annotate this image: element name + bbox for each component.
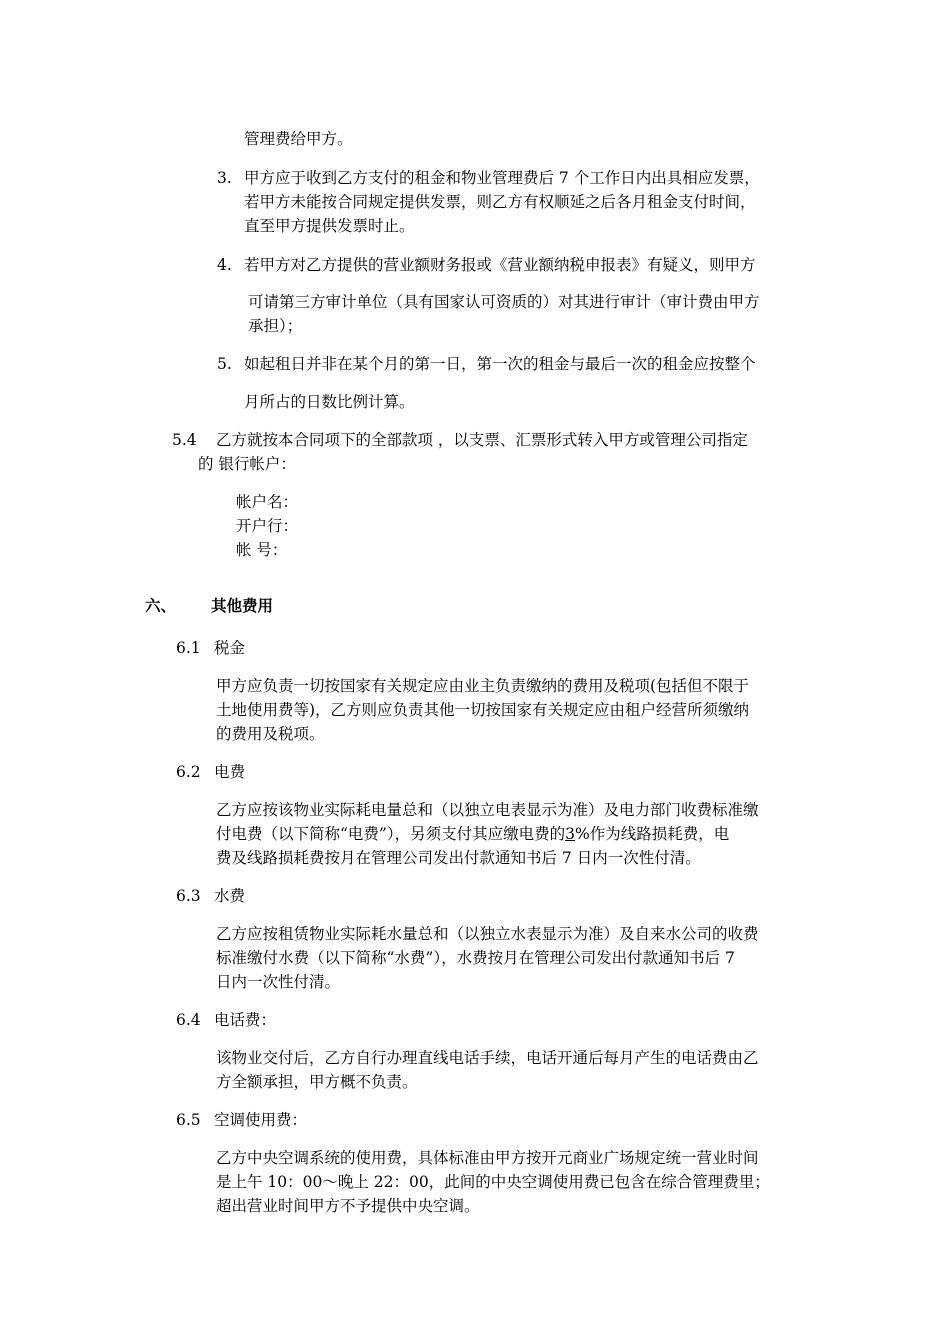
clause-6-1-line-1: 甲方应负责一切按国家有关规定应由业主负责缴纳的费用及税项(包括但不限于 [216, 677, 750, 695]
clause-number: 6.1 [176, 639, 201, 657]
section-number: 六、 [145, 596, 177, 615]
clause-number: 6.2 [176, 763, 201, 781]
clause-6-2-line-2-rest: %作为线路损耗费，电 [574, 825, 730, 843]
account-name-field: 帐户名： [236, 493, 299, 511]
bank-field: 开户行： [236, 517, 299, 535]
item-4-line-2: 可请第三方审计单位（具有国家认可资质的）对其进行审计（审计费由甲方 [248, 293, 760, 311]
item-number: 5. [217, 355, 232, 373]
clause-5-4-line-2: 的 银行帐户： [198, 455, 296, 473]
clause-6-1-line-3: 的费用及税项。 [216, 725, 325, 743]
section-title: 其他费用 [211, 596, 274, 615]
clause-6-5-line-1: 乙方中央空调系统的使用费，具体标准由甲方按开元商业广场规定统一营业时间 [216, 1149, 759, 1167]
clause-6-2-line-1: 乙方应按该物业实际耗电量总和（以独立电表显示为准）及电力部门收费标准缴 [216, 801, 759, 819]
item-number: 4. [217, 256, 232, 274]
clause-number: 5.4 [172, 431, 197, 449]
clause-6-5-line-2: 是上午 10：00～晚上 22：00，此间的中央空调使用费已包含在综合管理费里； [216, 1173, 770, 1191]
item-3-line-2: 若甲方未能按合同规定提供发票，则乙方有权顺延之后各月租金支付时间， [244, 193, 756, 211]
clause-number: 6.3 [176, 887, 201, 905]
clause-6-4-line-2: 方全额承担，甲方概不负责。 [216, 1073, 418, 1091]
clause-6-3-line-1: 乙方应按租赁物业实际耗水量总和（以独立水表显示为准）及自来水公司的收费 [216, 925, 759, 943]
clause-6-1-line-2: 土地使用费等)，乙方则应负责其他一切按国家有关规定应由租户经营所须缴纳 [216, 701, 750, 719]
clause-6-5-line-3: 超出营业时间甲方不予提供中央空调。 [216, 1197, 480, 1215]
percent-value: 3 [565, 825, 575, 843]
item-4-line-1: 若甲方对乙方提供的营业额财务报或《营业额纳税申报表》有疑义，则甲方 [244, 256, 756, 274]
item-3-line-3: 直至甲方提供发票时止。 [244, 217, 415, 235]
item-5-line-2: 月所占的日数比例计算。 [244, 393, 415, 411]
clause-number: 6.5 [176, 1111, 201, 1129]
clause-title: 电话费： [214, 1011, 277, 1029]
clause-6-2-line-2-text: 付电费（以下简称“电费”），另须支付其应缴电费的 [216, 825, 566, 843]
item-3-line-1: 甲方应于收到乙方支付的租金和物业管理费后 7 个工作日内出具相应发票， [244, 169, 760, 187]
clause-6-3-line-2: 标准缴付水费（以下简称“水费”），水费按月在管理公司发出付款通知书后 7 [216, 949, 735, 967]
account-number-field: 帐 号： [236, 541, 288, 559]
clause-6-2-line-2 [216, 822, 729, 846]
continuation-text: 管理费给甲方。 [244, 130, 353, 148]
clause-6-2-line-3: 费及线路损耗费按月在管理公司发出付款通知书后 7 日内一次性付清。 [216, 849, 701, 867]
clause-5-4-line-1: 乙方就按本合同项下的全部款项 ，以支票、汇票形式转入甲方或管理公司指定 [216, 431, 748, 449]
clause-title: 空调使用费： [214, 1111, 308, 1129]
clause-title: 税金 [214, 639, 246, 657]
clause-6-3-line-3: 日内一次性付清。 [216, 973, 341, 991]
item-4-line-3: 承担）； [248, 317, 303, 335]
clause-title: 电费 [214, 763, 246, 781]
item-number: 3. [217, 169, 232, 187]
clause-title: 水费 [214, 887, 246, 905]
clause-6-4-line-1: 该物业交付后，乙方自行办理直线电话手续，电话开通后每月产生的电话费由乙 [216, 1049, 759, 1067]
clause-number: 6.4 [176, 1011, 201, 1029]
item-5-line-1: 如起租日并非在某个月的第一日，第一次的租金与最后一次的租金应按整个 [244, 355, 756, 373]
